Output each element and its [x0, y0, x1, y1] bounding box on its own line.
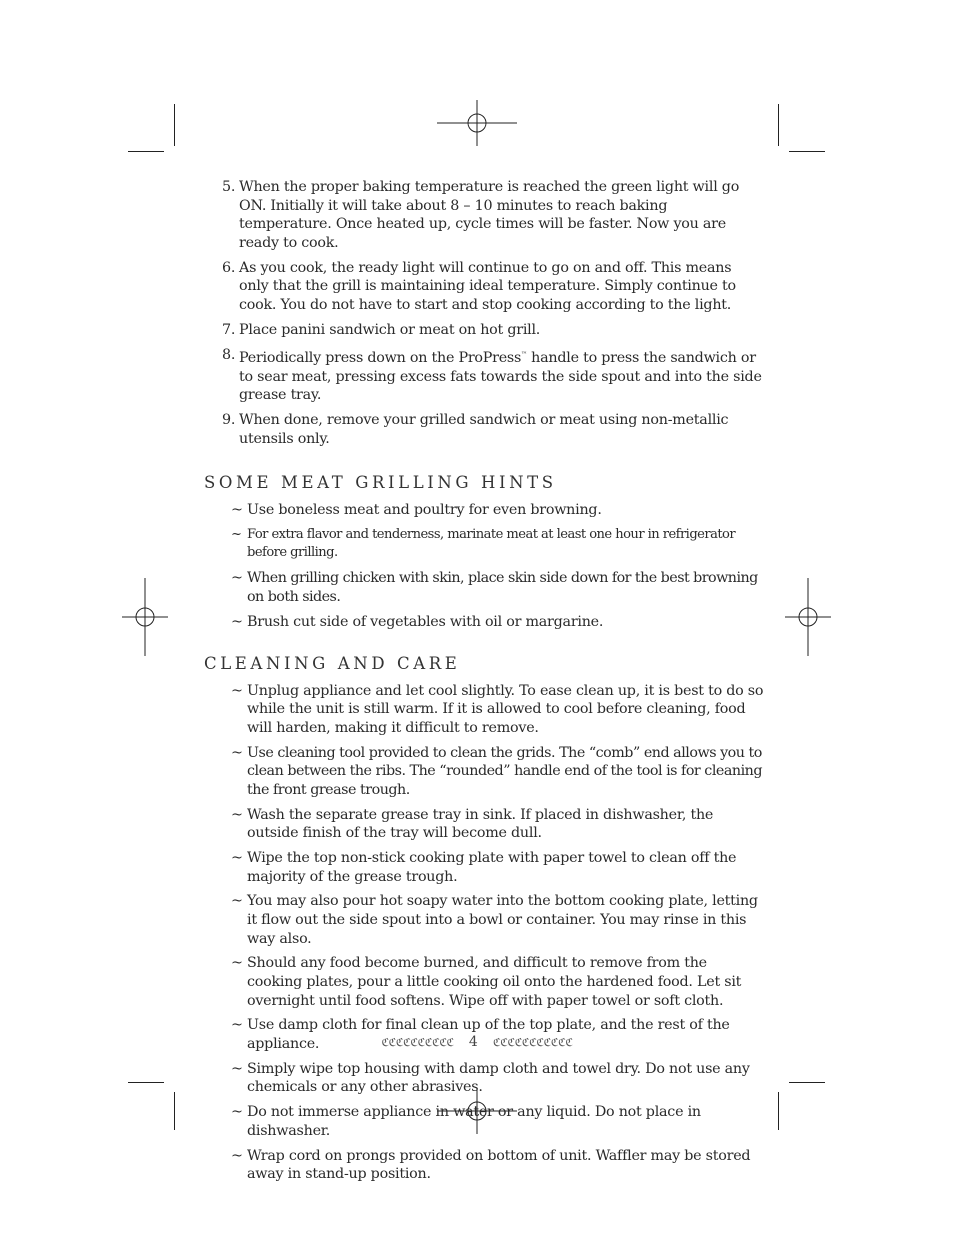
crop-mark	[778, 1092, 779, 1130]
list-item	[204, 613, 764, 632]
list-item-text: Should any food become burned, and difficult to remove from the cooking plates, pour a little cooking oil onto the hardened food. Let sit overnight until food softens. Wipe off with paper towel or soft cloth.	[247, 955, 742, 1009]
list-item	[204, 526, 764, 563]
cleaning-list	[204, 682, 764, 1184]
tilde-bullet: ~	[231, 613, 243, 630]
list-item	[204, 569, 764, 606]
step-item	[204, 259, 764, 315]
list-item-text: Brush cut side of vegetables with oil or margarine.	[247, 613, 604, 630]
list-item-text: Use cleaning tool provided to clean the grids. The “comb” end allows you to clean between the ribs. The “rounded” handle end of the tool is for cleaning the front grease trough.	[247, 744, 763, 798]
registration-mark-icon	[437, 100, 517, 146]
step-text: As you cook, the ready light will continue to go on and off. This means only that the grill is maintaining ideal temperature. Simply continue to cook. You do not have to start and stop cooking according to the light.	[239, 259, 736, 314]
tilde-bullet: ~	[231, 955, 243, 972]
step-text: handle to press the sandwich or to sear meat, pressing excess fats towards the side spout and into the side grease tray.	[239, 350, 762, 404]
crop-mark	[128, 1082, 164, 1083]
list-item	[204, 892, 764, 948]
section-heading-grilling-hints: SOME MEAT GRILLING HINTS	[204, 473, 557, 493]
step-number: 9.	[222, 412, 236, 429]
list-item	[204, 806, 764, 843]
list-item	[204, 744, 764, 800]
step-text: When the proper baking temperature is reached the green light will go ON. Initially it will take about 8 – 10 minutes to reach baking temperature. Once heated up, cycle times will be faster. Now you are ready to cook.	[239, 179, 740, 251]
crop-mark	[128, 151, 164, 152]
step-text: Periodically press down on the ProPress	[239, 350, 522, 367]
list-item	[204, 682, 764, 738]
registration-mark-icon	[122, 578, 168, 656]
crop-mark	[778, 104, 779, 146]
page-footer	[0, 1034, 954, 1050]
list-item-text: Simply wipe top housing with damp cloth and towel dry. Do not use any chemicals or any other abrasives.	[247, 1060, 750, 1096]
step-item	[204, 346, 764, 405]
numbered-steps	[204, 178, 764, 448]
step-item	[204, 178, 764, 252]
list-item	[204, 501, 764, 520]
tilde-bullet: ~	[231, 744, 243, 761]
step-text: When done, remove your grilled sandwich or meat using non-metallic utensils only.	[239, 412, 729, 447]
step-number: 8.	[222, 347, 236, 364]
list-item	[204, 954, 764, 1010]
tilde-bullet: ~	[231, 1060, 243, 1077]
trademark-symbol: ™	[521, 351, 527, 359]
tilde-bullet: ~	[231, 850, 243, 867]
tilde-bullet: ~	[231, 893, 243, 910]
tilde-bullet: ~	[231, 502, 243, 519]
list-item-text: Do not immerse appliance in water or any liquid. Do not place in dishwasher.	[247, 1104, 701, 1139]
list-item-text: Use damp cloth for final clean up of the top plate, and the rest of the appliance.	[247, 1017, 730, 1053]
tilde-bullet: ~	[231, 570, 243, 587]
list-item	[204, 1147, 764, 1184]
registration-mark-icon	[785, 578, 831, 656]
list-item	[204, 1103, 764, 1140]
crop-mark	[174, 1092, 175, 1130]
list-item-text: For extra flavor and tenderness, marinate meat at least one hour in refrigerator before grilling.	[247, 526, 736, 561]
list-item	[204, 849, 764, 886]
ornament-right: ℭℭℭℭℭℭℭℭℭℭℭ	[492, 1035, 573, 1049]
section-heading-cleaning: CLEANING AND CARE	[204, 654, 461, 674]
page-number: 4	[468, 1034, 478, 1050]
list-item-text: Use boneless meat and poultry for even browning.	[247, 502, 602, 519]
step-number: 7.	[222, 322, 236, 339]
list-item	[204, 1060, 764, 1097]
list-item-text: Wipe the top non-stick cooking plate with paper towel to clean off the majority of the grease trough.	[247, 850, 737, 885]
crop-mark	[174, 104, 175, 146]
ornament-left: ℭℭℭℭℭℭℭℭℭℭ	[381, 1035, 454, 1049]
step-item	[204, 321, 764, 340]
step-number: 5.	[222, 179, 236, 195]
tilde-bullet: ~	[231, 1104, 243, 1121]
list-item-text: Wash the separate grease tray in sink. If placed in dishwasher, the outside finish of the tray will become dull.	[247, 806, 714, 842]
grilling-hints-list	[204, 501, 764, 631]
list-item-text: Wrap cord on prongs provided on bottom of unit. Waffler may be stored away in stand-up position.	[247, 1147, 751, 1183]
step-item	[204, 411, 764, 448]
crop-mark	[789, 1082, 825, 1083]
crop-mark	[789, 151, 825, 152]
step-number: 6.	[222, 259, 236, 276]
list-item-text: Unplug appliance and let cool slightly. To ease clean up, it is best to do so while the unit is still warm. If it is allowed to cool before cleaning, food will harden, making it difficult to remove.	[247, 682, 764, 736]
step-text: Place panini sandwich or meat on hot grill.	[239, 322, 541, 339]
list-item-text: You may also pour hot soapy water into the bottom cooking plate, letting it flow out the side spout into a bowl or container. You may rinse in this way also.	[247, 893, 758, 947]
tilde-bullet: ~	[231, 682, 243, 699]
tilde-bullet: ~	[231, 806, 243, 823]
tilde-bullet: ~	[231, 1147, 243, 1164]
tilde-bullet: ~	[231, 1017, 243, 1034]
tilde-bullet: ~	[231, 526, 242, 542]
list-item-text: When grilling chicken with skin, place skin side down for the best browning on both sides.	[247, 570, 758, 605]
